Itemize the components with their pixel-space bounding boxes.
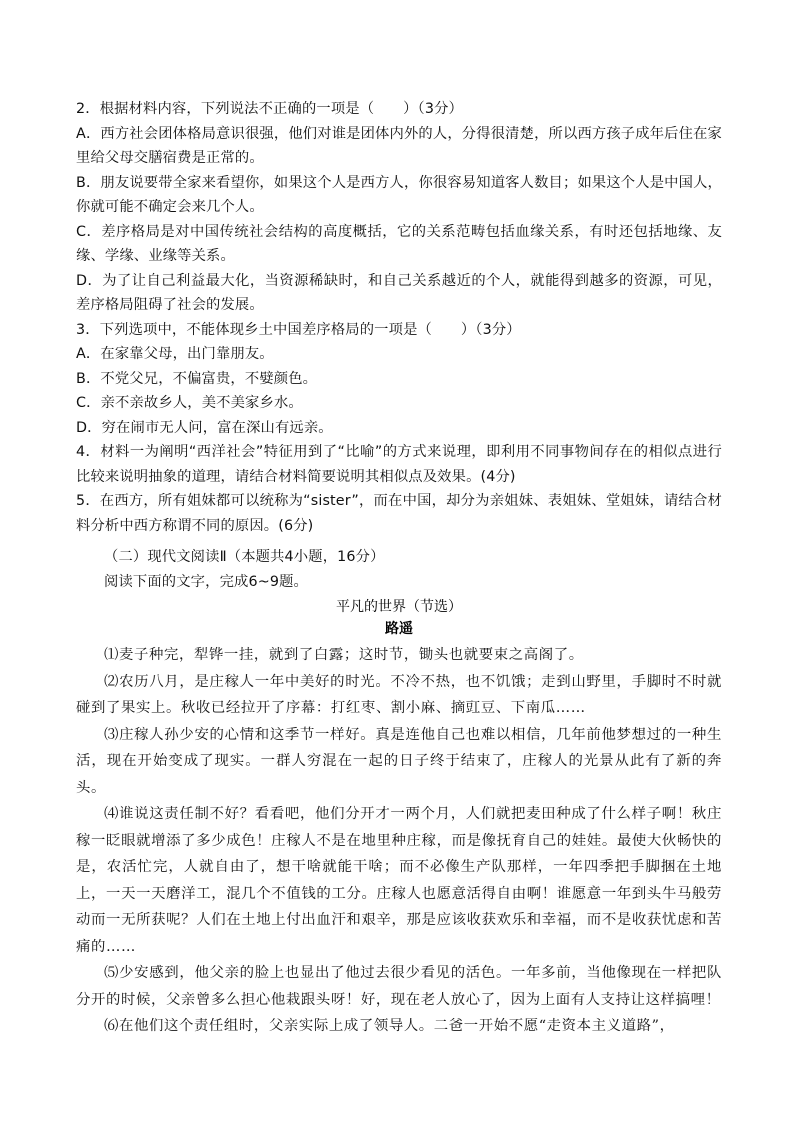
passage-paragraph-6: ⑹在他们这个责任组时，父亲实际上成了领导人。二爸一开始不愿“走资本主义道路”， xyxy=(104,1018,675,1034)
q2-option-d: D．为了让自己利益最大化，当资源稀缺时，和自己关系越近的个人，就能得到越多的资源，可见，差序格局阻碍了社会的发展。 xyxy=(76,272,722,313)
q3-option-a: A．在家靠父母，出门靠朋友。 xyxy=(76,346,274,362)
q4-text: 4．材料一为阐明“西洋社会”特征用到了“比喻”的方式来说理，即利用不同事物间存在的相似点进行比较来说明抽象的道理，请结合材料简要说明其相似点及效果。(4分) xyxy=(76,444,722,485)
passage-paragraph-5: ⑸少安感到，他父亲的脸上也显出了他过去很少看见的活色。一年多前，当他像现在一样把队分开的时候，父亲曾多么担心他栽跟头呀！好，现在老人放心了，因为上面有人支持让这样搞哩！ xyxy=(76,965,722,1008)
q2-option-a: A．西方社会团体格局意识很强，他们对谁是团体内外的人，分得很清楚，所以西方孩子成年后住在家里给父母交膳宿费是正常的。 xyxy=(76,125,722,166)
q2-stem: 2．根据材料内容，下列说法不正确的一项是（ ）（3分） xyxy=(76,101,463,117)
passage-paragraph-4: ⑷谁说这责任制不好？看看吧，他们分开才一两个月，人们就把麦田种成了什么样子啊！秋庄稼一眨眼就增添了多少成色！庄稼人不是在地里种庄稼，而是像抚育自己的娃娃。最使大伙畅快的是，农活忙完，人就自由了，想干啥就能干啥；而不必像生产队那样，一年四季把手脚捆在土地上，一天一天磨洋工，混几个不值钱的工分。庄稼人也愿意活得自由啊！谁愿意一年到头牛马般劳动而一无所获呢？人们在土地上付出血汗和艰辛，那是应该收获欢乐和幸福，而不是收获忧虑和苦痛的…… xyxy=(76,806,722,955)
q3-option-c: C．亲不亲故乡人，美不美家乡水。 xyxy=(76,395,303,411)
q2-option-b: B．朋友说要带全家来看望你，如果这个人是西方人，你很容易知道客人数目；如果这个人是中国人，你就可能不确定会来几个人。 xyxy=(76,174,722,215)
question-section-1 xyxy=(76,97,722,538)
passage-paragraph-3: ⑶庄稼人孙少安的心情和这季节一样好。真是连他自己也难以相信，几年前他梦想过的一种生活，现在开始变成了现实。一群人穷混在一起的日子终于结束了，庄稼人的光景从此有了新的奔头。 xyxy=(76,726,722,796)
q3-option-b: B．不党父兄，不偏富贵，不嬖颜色。 xyxy=(76,370,318,387)
passage-paragraph-1: ⑴麦子种完，犁铧一挂，就到了白露；这时节，锄头也就要束之高阁了。 xyxy=(104,647,584,663)
passage-paragraph-2: ⑵农历八月，是庄稼人一年中美好的时光。不冷不热，也不饥饿；走到山野里，手脚时不时就碰到了果实上。秋收已经拉开了序幕：打红枣、割小麻、摘豇豆、下南瓜…… xyxy=(76,673,722,716)
reading-section-2 xyxy=(76,545,722,1040)
reading-instruction: 阅读下面的文字，完成6~9题。 xyxy=(104,573,308,590)
q2-option-c: C．差序格局是对中国传统社会结构的高度概括，它的关系范畴包括血缘关系，有时还包括地缘、友缘、学缘、业缘等关系。 xyxy=(76,223,722,264)
passage-author: 路遥 xyxy=(385,621,413,637)
passage-title: 平凡的世界（节选） xyxy=(336,599,462,615)
q3-stem: 3．下列选项中，不能体现乡土中国差序格局的一项是（ ）（3分） xyxy=(76,321,521,338)
section-heading: （二）现代文阅读Ⅱ（本题共4小题，16分） xyxy=(104,549,385,565)
q5-text: 5．在西方，所有姐妹都可以统称为“sister”，而在中国，却分为亲姐妹、表姐妹、堂姐妹，请结合材料分析中西方称谓不同的原因。(6分) xyxy=(76,493,722,534)
q3-option-d: D．穷在闹市无人问，富在深山有远亲。 xyxy=(76,419,333,436)
